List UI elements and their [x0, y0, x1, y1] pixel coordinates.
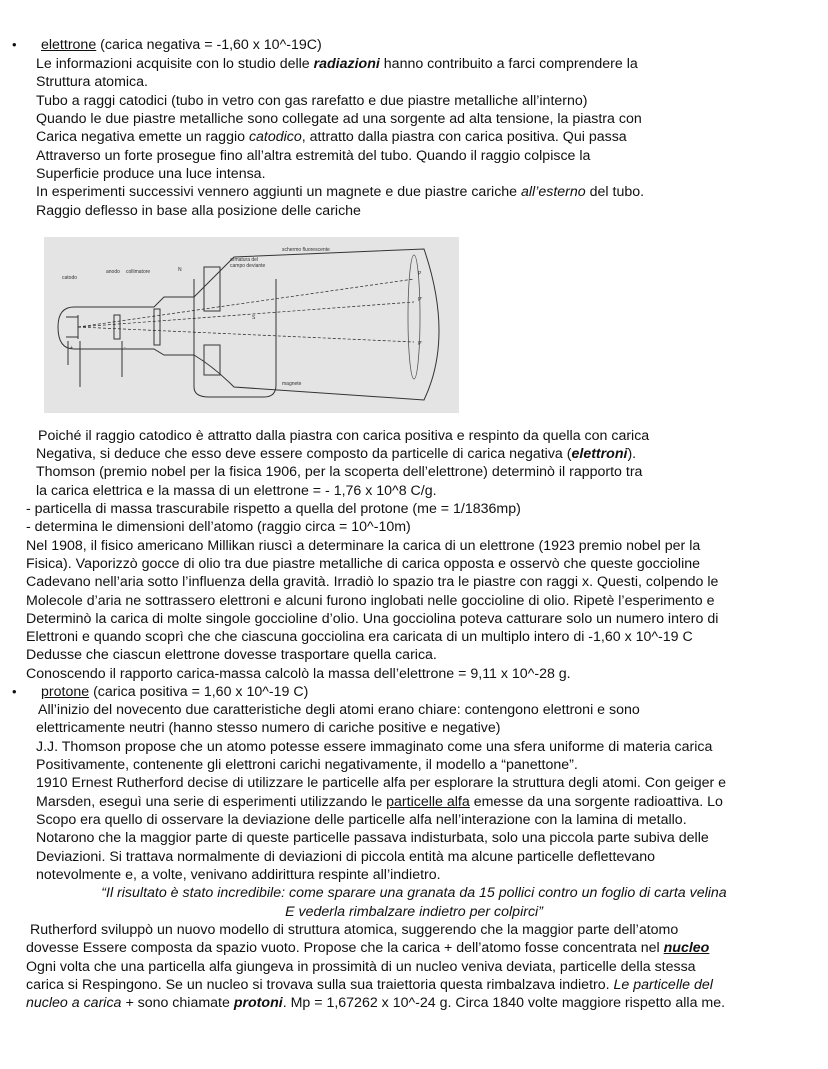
text-line: Carica negativa emette un raggio catodico, attratto dalla piastra con carica positiva. Qui passa: [36, 129, 627, 145]
text-line: carica si Respingono. Se un nucleo si trovava sulla sua traiettoria questa rimbalzava indietro. Le particelle del: [26, 977, 713, 993]
label-minus: -: [124, 345, 126, 351]
term-protone: protone: [41, 684, 90, 700]
text-line: notevolmente e, a volte, venivano addirittura respinte all’indietro.: [36, 867, 441, 883]
label-armatura: armatura del: [230, 257, 259, 263]
emphasis-radiazioni: radiazioni: [313, 56, 380, 72]
text-line: Notarono che la maggior parte di queste particelle passava indisturbata, solo una piccola parte subiva delle: [36, 830, 709, 846]
text-line: la carica elettrica e la massa di un elettrone = - 1,76 x 10^8 C/g.: [36, 483, 437, 499]
text-line: - determina le dimensioni dell’atomo (raggio circa = 10^-10m): [26, 519, 411, 535]
term-elettrone: elettrone: [41, 37, 97, 53]
emphasis-nucleo: nucleo: [663, 940, 710, 956]
text-line: In esperimenti successivi vennero aggiunti un magnete e due piastre cariche all’esterno del tubo.: [36, 184, 645, 200]
text-line: Poiché il raggio catodico è attratto dalla piastra con carica positiva e respinto da quella con carica: [38, 428, 650, 444]
text-line: Fisica). Vaporizzò gocce di olio tra due piastre metalliche di carica opposta e osservò che queste goccioline: [26, 556, 700, 572]
label-magnete: magnete: [282, 381, 302, 387]
emphasis-elettroni: elettroni: [571, 446, 628, 462]
emphasis-particelle-nucleo: Le particelle del: [613, 977, 713, 993]
text-line: Deviazioni. Si trattava normalmente di deviazioni di piccola entità ma alcune particelle deflettevano: [36, 849, 656, 865]
label-catodo: catodo: [62, 275, 78, 281]
text-line: Le informazioni acquisite con lo studio delle radiazioni hanno contribuito a farci comprendere la: [36, 56, 638, 72]
text-line: All’inizio del novecento due caratteristiche degli atomi erano chiare: contengono elettroni e sono: [38, 702, 640, 718]
text-line: Superficie produce una luce intensa.: [36, 166, 266, 182]
cathode-ray-tube-figure: [44, 237, 459, 413]
text-line: elettricamente neutri (hanno stesso numero di cariche positive e negative): [36, 720, 501, 736]
quote-line-1: “Il risultato è stato incredibile: come sparare una granata da 15 pollici contro un foglio di carta velina: [101, 885, 727, 901]
text-line: 1910 Ernest Rutherford decise di utilizzare le particelle alfa per esplorare la struttura degli atomi. Con geiger e: [36, 775, 727, 791]
beam-p: [78, 279, 414, 327]
cathode-ray-tube-diagram: [44, 237, 459, 413]
text-line: Molecole d’aria ne sottrassero elettroni e alcuni furono inglobati nelle goccioline di olio. Ripetè l’esperimento e: [26, 593, 715, 609]
label-p: P: [418, 271, 422, 277]
text-line: Thomson (premio nobel per la fisica 1906, per la scoperta dell’elettrone) determinò il rapporto tra: [36, 464, 643, 480]
text-line: Rutherford sviluppò un nuovo modello di struttura atomica, suggerendo che la maggior parte dell’atomo: [30, 922, 679, 938]
text-line: J.J. Thomson propose che un atomo potesse essere immaginato come una sfera uniforme di materia carica: [36, 739, 713, 755]
text-line: Quando le due piastre metalliche sono collegate ad una sorgente ad alta tensione, la piastra con: [36, 111, 642, 127]
quote-line-2: E vederla rimbalzare indietro per colpirci”: [285, 904, 543, 920]
label-p-prime-2: P': [418, 341, 423, 347]
text-line: nucleo a carica + sono chiamate protoni. Mp = 1,67262 x 10^-24 g. Circa 1840 volte maggiore rispetto alla me.: [26, 995, 726, 1011]
label-anodo: anodo: [106, 269, 120, 275]
bullet-elettrone: •: [12, 37, 17, 52]
underline-particelle-alfa: particelle alfa: [386, 794, 470, 810]
text-line: Cadevano nell’aria sotto l’influenza della gravità. Irradiò lo spazio tra le piastre con raggi x. Questi, colpendo le: [26, 574, 719, 590]
text-line: Scopo era quello di osservare la deviazione delle particelle alfa nell’interazione con la lamina di metallo.: [36, 812, 687, 828]
emphasis-esterno: all’esterno: [521, 184, 586, 200]
protone-charge: (carica positiva = 1,60 x 10^-19 C): [89, 684, 309, 700]
text-line: Ogni volta che una particella alfa giungeva in prossimità di un nucleo veniva deviata, particelle della stessa: [26, 959, 696, 975]
beam-p-prime-lower: [78, 327, 414, 342]
emphasis-protoni: protoni: [233, 995, 283, 1011]
text-line: Negativa, si deduce che esso deve essere composto da particelle di carica negativa (elettroni).: [36, 446, 637, 462]
label-p-prime: P': [418, 297, 423, 303]
text-line: Dedusse che ciascun elettrone dovesse trasportare quella carica.: [26, 647, 437, 663]
text-line: Marsden, eseguì una serie di esperimenti utilizzando le particelle alfa emesse da una sorgente radioattiva. Lo: [36, 794, 723, 810]
label-s: S: [252, 315, 256, 321]
text-line: Positivamente, contenente gli elettroni carichi negativamente, il modello a “panettone”.: [36, 757, 578, 773]
protone-heading: [41, 683, 308, 701]
text-line: - particella di massa trascurabile rispetto a quella del protone (me = 1/1836mp): [26, 501, 521, 517]
text-line: Raggio deflesso in base alla posizione delle cariche: [36, 203, 361, 219]
label-schermo: schermo fluorescente: [282, 247, 330, 253]
elettrone-heading: [41, 36, 322, 54]
elettrone-charge: (carica negativa = -1,60 x 10^-19C): [96, 37, 322, 53]
label-plus: +: [70, 345, 73, 351]
text-line: Struttura atomica.: [36, 74, 148, 90]
beam-p-prime-upper: [78, 302, 414, 327]
label-collimatore: collimatore: [126, 269, 151, 275]
text-line: Attraverso un forte prosegue fino all’altra estremità del tubo. Quando il raggio colpisce la: [36, 148, 591, 164]
text-line: Elettroni e quando scoprì che che ciascuna gocciolina era caricata di un multiplo intero di -1,60 x 10^-19 C: [26, 629, 693, 645]
emphasis-catodico: catodico: [248, 129, 302, 145]
label-n: N: [178, 267, 182, 273]
text-line: dovesse Essere composta da spazio vuoto. Propose che la carica + dell’atomo fosse concentrata nel nucleo: [26, 940, 710, 956]
text-line: Nel 1908, il fisico americano Millikan riuscì a determinare la carica di un elettrone (1923 premio nobel per la: [26, 538, 701, 554]
text-line: Tubo a raggi catodici (tubo in vetro con gas rarefatto e due piastre metalliche all’interno): [36, 93, 588, 109]
text-line: Conoscendo il rapporto carica-massa calcolò la massa dell’elettrone = 9,11 x 10^-28 g.: [26, 666, 571, 682]
text-line: Determinò la carica di molte singole goccioline d’olio. Una gocciolina poteva catturare solo un numero intero di: [26, 611, 719, 627]
label-campo: campo deviante: [230, 263, 266, 269]
bullet-protone: •: [12, 684, 17, 699]
